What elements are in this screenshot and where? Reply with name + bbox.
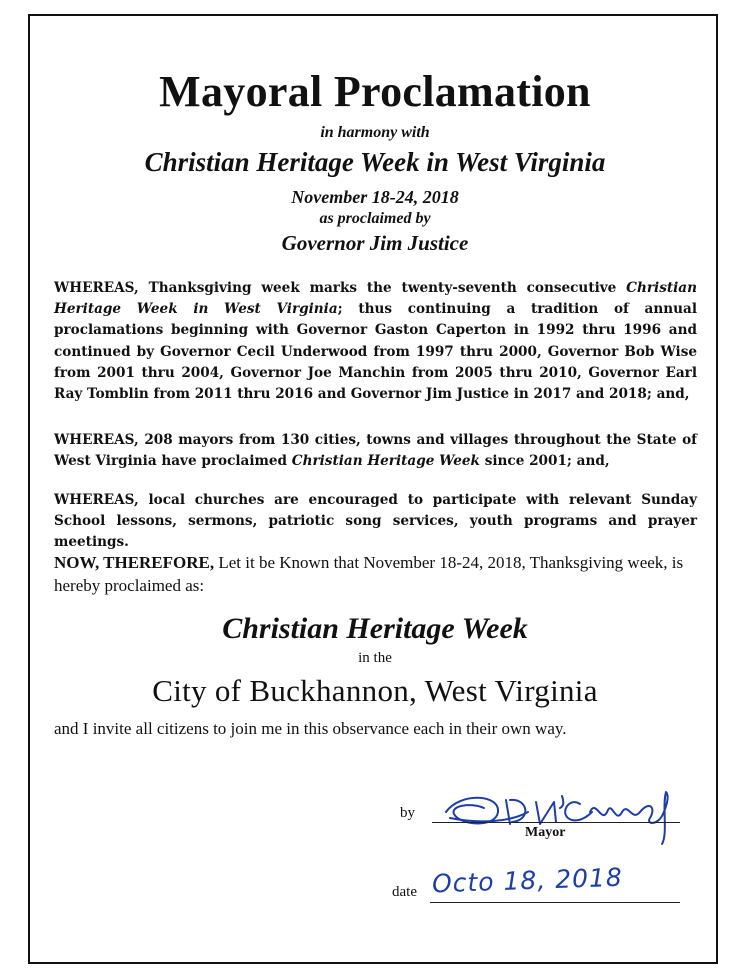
date-range: November 18-24, 2018: [291, 187, 459, 207]
p2-italic: Christian Heritage Week: [291, 453, 480, 470]
p2-lead: WHEREAS, 208 mayors from 130 cities, towns and villages throughout the State of West Virginia have proclaimed: [54, 432, 697, 470]
invite-line: and I invite all citizens to join me in this observance each in their own way.: [54, 719, 567, 738]
mayor-signature: [440, 782, 690, 852]
date-label: date: [392, 884, 417, 900]
in-the-line: in the: [358, 650, 392, 666]
p2-rest: since 2001; and,: [479, 453, 610, 470]
p4-rest: Let it be Known that November 18-24, 2018, Thanksgiving week, is hereby proclaimed as:: [54, 553, 684, 595]
page-title: Mayoral Proclamation: [159, 67, 591, 116]
date-line: [430, 902, 680, 903]
therefore-paragraph: [54, 551, 697, 597]
p1-lead: WHEREAS, Thanksgiving week marks the twenty-seventh consecutive: [54, 280, 627, 296]
handwritten-date: Octo 18, 2018: [431, 862, 624, 899]
p1-italic: Christian Heritage Week in West Virginia: [54, 280, 697, 318]
mayor-label: Mayor: [525, 825, 566, 840]
signature-line: [432, 822, 680, 823]
p1-rest: ; thus continuing a tradition of annual proclamations beginning with Governor Gaston Caperton in 1992 thru 1996 and continued by Governor Cecil Underwood from 1997 thru 2000, Governor Bob Wise from 2001 thru 2004, Governor Joe Manchin from 2005 thru 2010, Governor Earl Ray Tomblin from 2011 thru 2016 and Governor Jim Justice in 2017 and 2018; and,: [54, 301, 697, 403]
proclaimed-by-line: as proclaimed by: [319, 210, 431, 227]
harmony-line: in harmony with: [320, 124, 430, 141]
by-label: by: [400, 805, 415, 821]
heritage-week-heading: Christian Heritage Week in West Virginia: [144, 147, 606, 177]
city-name: City of Buckhannon, West Virginia: [152, 673, 598, 708]
whereas-paragraph-3: WHEREAS, local churches are encouraged to participate with relevant Sunday School lessons, sermons, patriotic song services, youth programs and prayer meetings.: [54, 492, 697, 551]
governor-name: Governor Jim Justice: [281, 231, 469, 255]
whereas-paragraph-1: [54, 278, 697, 405]
p4-bold: NOW, THEREFORE,: [54, 553, 215, 572]
whereas-paragraph-2: [54, 430, 697, 472]
proclaimed-week-title: Christian Heritage Week: [222, 612, 528, 645]
